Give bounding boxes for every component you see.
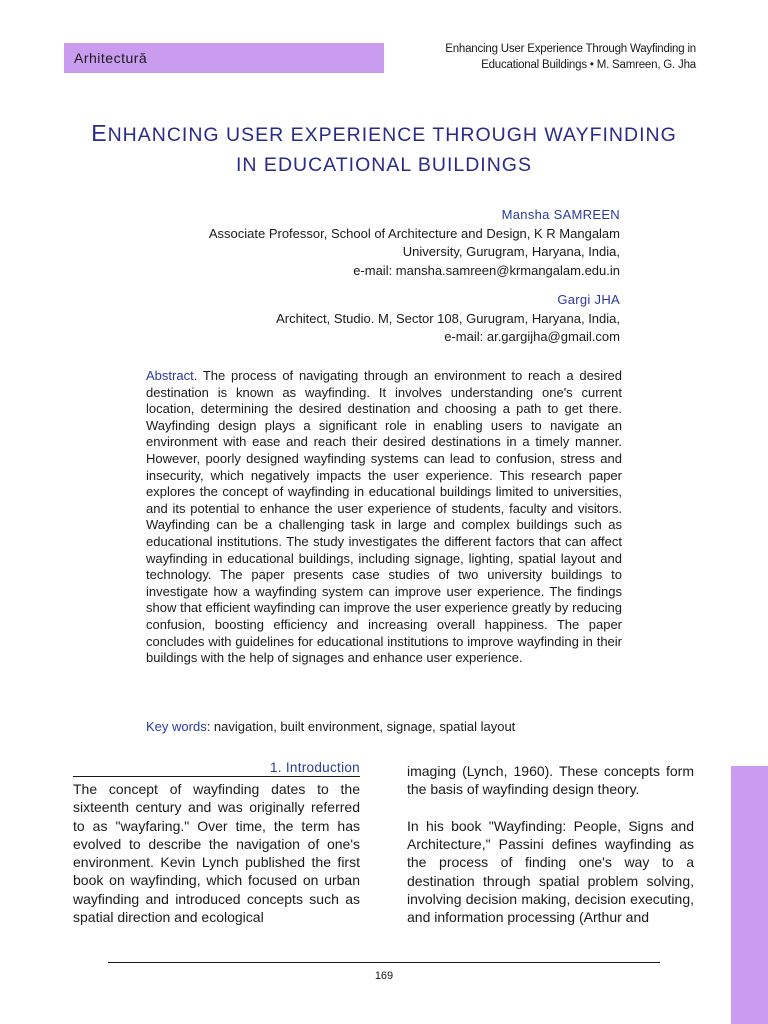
title-line-2: IN EDUCATIONAL BUILDINGS <box>236 154 532 176</box>
footer-rule <box>108 962 660 963</box>
author-email: e-mail: ar.gargijha@gmail.com <box>444 329 620 344</box>
abstract <box>146 368 622 667</box>
author-affiliation-line-1: Architect, Studio. M, Sector 108, Gurugram, Haryana, India, <box>276 310 620 326</box>
abstract-text: . The process of navigating through an environment to reach a desired destination is known as wayfinding. It involves understanding one's current location, determining the desired destination and choosing a path to get there. Wayfinding design plays a significant role in enabling users to navigate an environment with ease and reach their desired destinations in a timely manner. However, poorly designed wayfinding systems can lead to confusion, stress and insecurity, which negatively impacts the user experience. This research paper explores the concept of wayfinding in educational buildings limited to universities, and its potential to enhance the user experience of students, faculty and visitors. Wayfinding can be a challenging task in large and complex buildings such as educational institutions. The study investigates the different factors that can affect wayfinding in educational buildings, including signage, lighting, spatial layout and technology. The paper presents case studies of two university buildings to investigate how a wayfinding system can improve user experience. The findings show that efficient wayfinding can improve the user experience greatly by reducing confusion, boosting efficiency and increasing overall happiness. The paper concludes with guidelines for educational institutions to improve wayfinding in their buildings with the help of signages and enhance user experience. <box>146 368 622 666</box>
keywords <box>146 718 622 736</box>
left-column <box>73 780 360 926</box>
author-affiliation-line-1: Associate Professor, School of Architecture and Design, K R Mangalam <box>208 225 620 241</box>
running-title-line-1: Enhancing User Experience Through Wayfinding in <box>445 43 696 55</box>
keywords-label: Key words <box>146 719 207 734</box>
right-column <box>407 762 694 945</box>
page-number: 169 <box>374 970 394 982</box>
author-affiliation-line-2: University, Gurugram, Haryana, India, <box>402 244 620 259</box>
author-name: Mansha SAMREEN <box>501 207 620 222</box>
title-line-1 <box>64 118 704 150</box>
author-email: e-mail: mansha.samreen@krmangalam.edu.in <box>353 262 620 278</box>
running-title-line-2: Educational Buildings • M. Samreen, G. Jha <box>481 58 696 71</box>
section-heading: 1. Introduction <box>73 760 360 777</box>
title-initial: E <box>91 120 108 146</box>
author-name: Gargi JHA <box>557 292 620 307</box>
body-paragraph: The concept of wayfinding dates to the sixteenth century and was originally referred to as "wayfaring." Over time, the term has evolved to describe the navigation of one's environment. Kevin Lynch published the first book on wayfinding, which focused on urban wayfinding and introduced concepts such as spatial direction and ecological <box>73 781 360 926</box>
author-block-2 <box>60 291 620 347</box>
journal-name: Arhitectură <box>74 50 148 66</box>
body-paragraph: In his book "Wayfinding: People, Signs and Architecture," Passini defines wayfinding as the process of finding one's way to a destination through spatial problem solving, involving decision making, decision executing, and information processing (Arthur and <box>407 817 694 926</box>
journal-name-tag <box>64 43 384 73</box>
author-block-1 <box>60 206 620 280</box>
running-head <box>366 42 696 73</box>
title-line-1-rest: NHANCING USER EXPERIENCE THROUGH WAYFINDING <box>107 124 677 146</box>
side-color-tab <box>731 766 768 1024</box>
paper-title <box>64 118 704 180</box>
abstract-label: Abstract <box>146 368 194 383</box>
keywords-text: : navigation, built environment, signage, spatial layout <box>206 719 516 734</box>
body-paragraph: imaging (Lynch, 1960). These concepts form the basis of wayfinding design theory. <box>407 763 694 798</box>
